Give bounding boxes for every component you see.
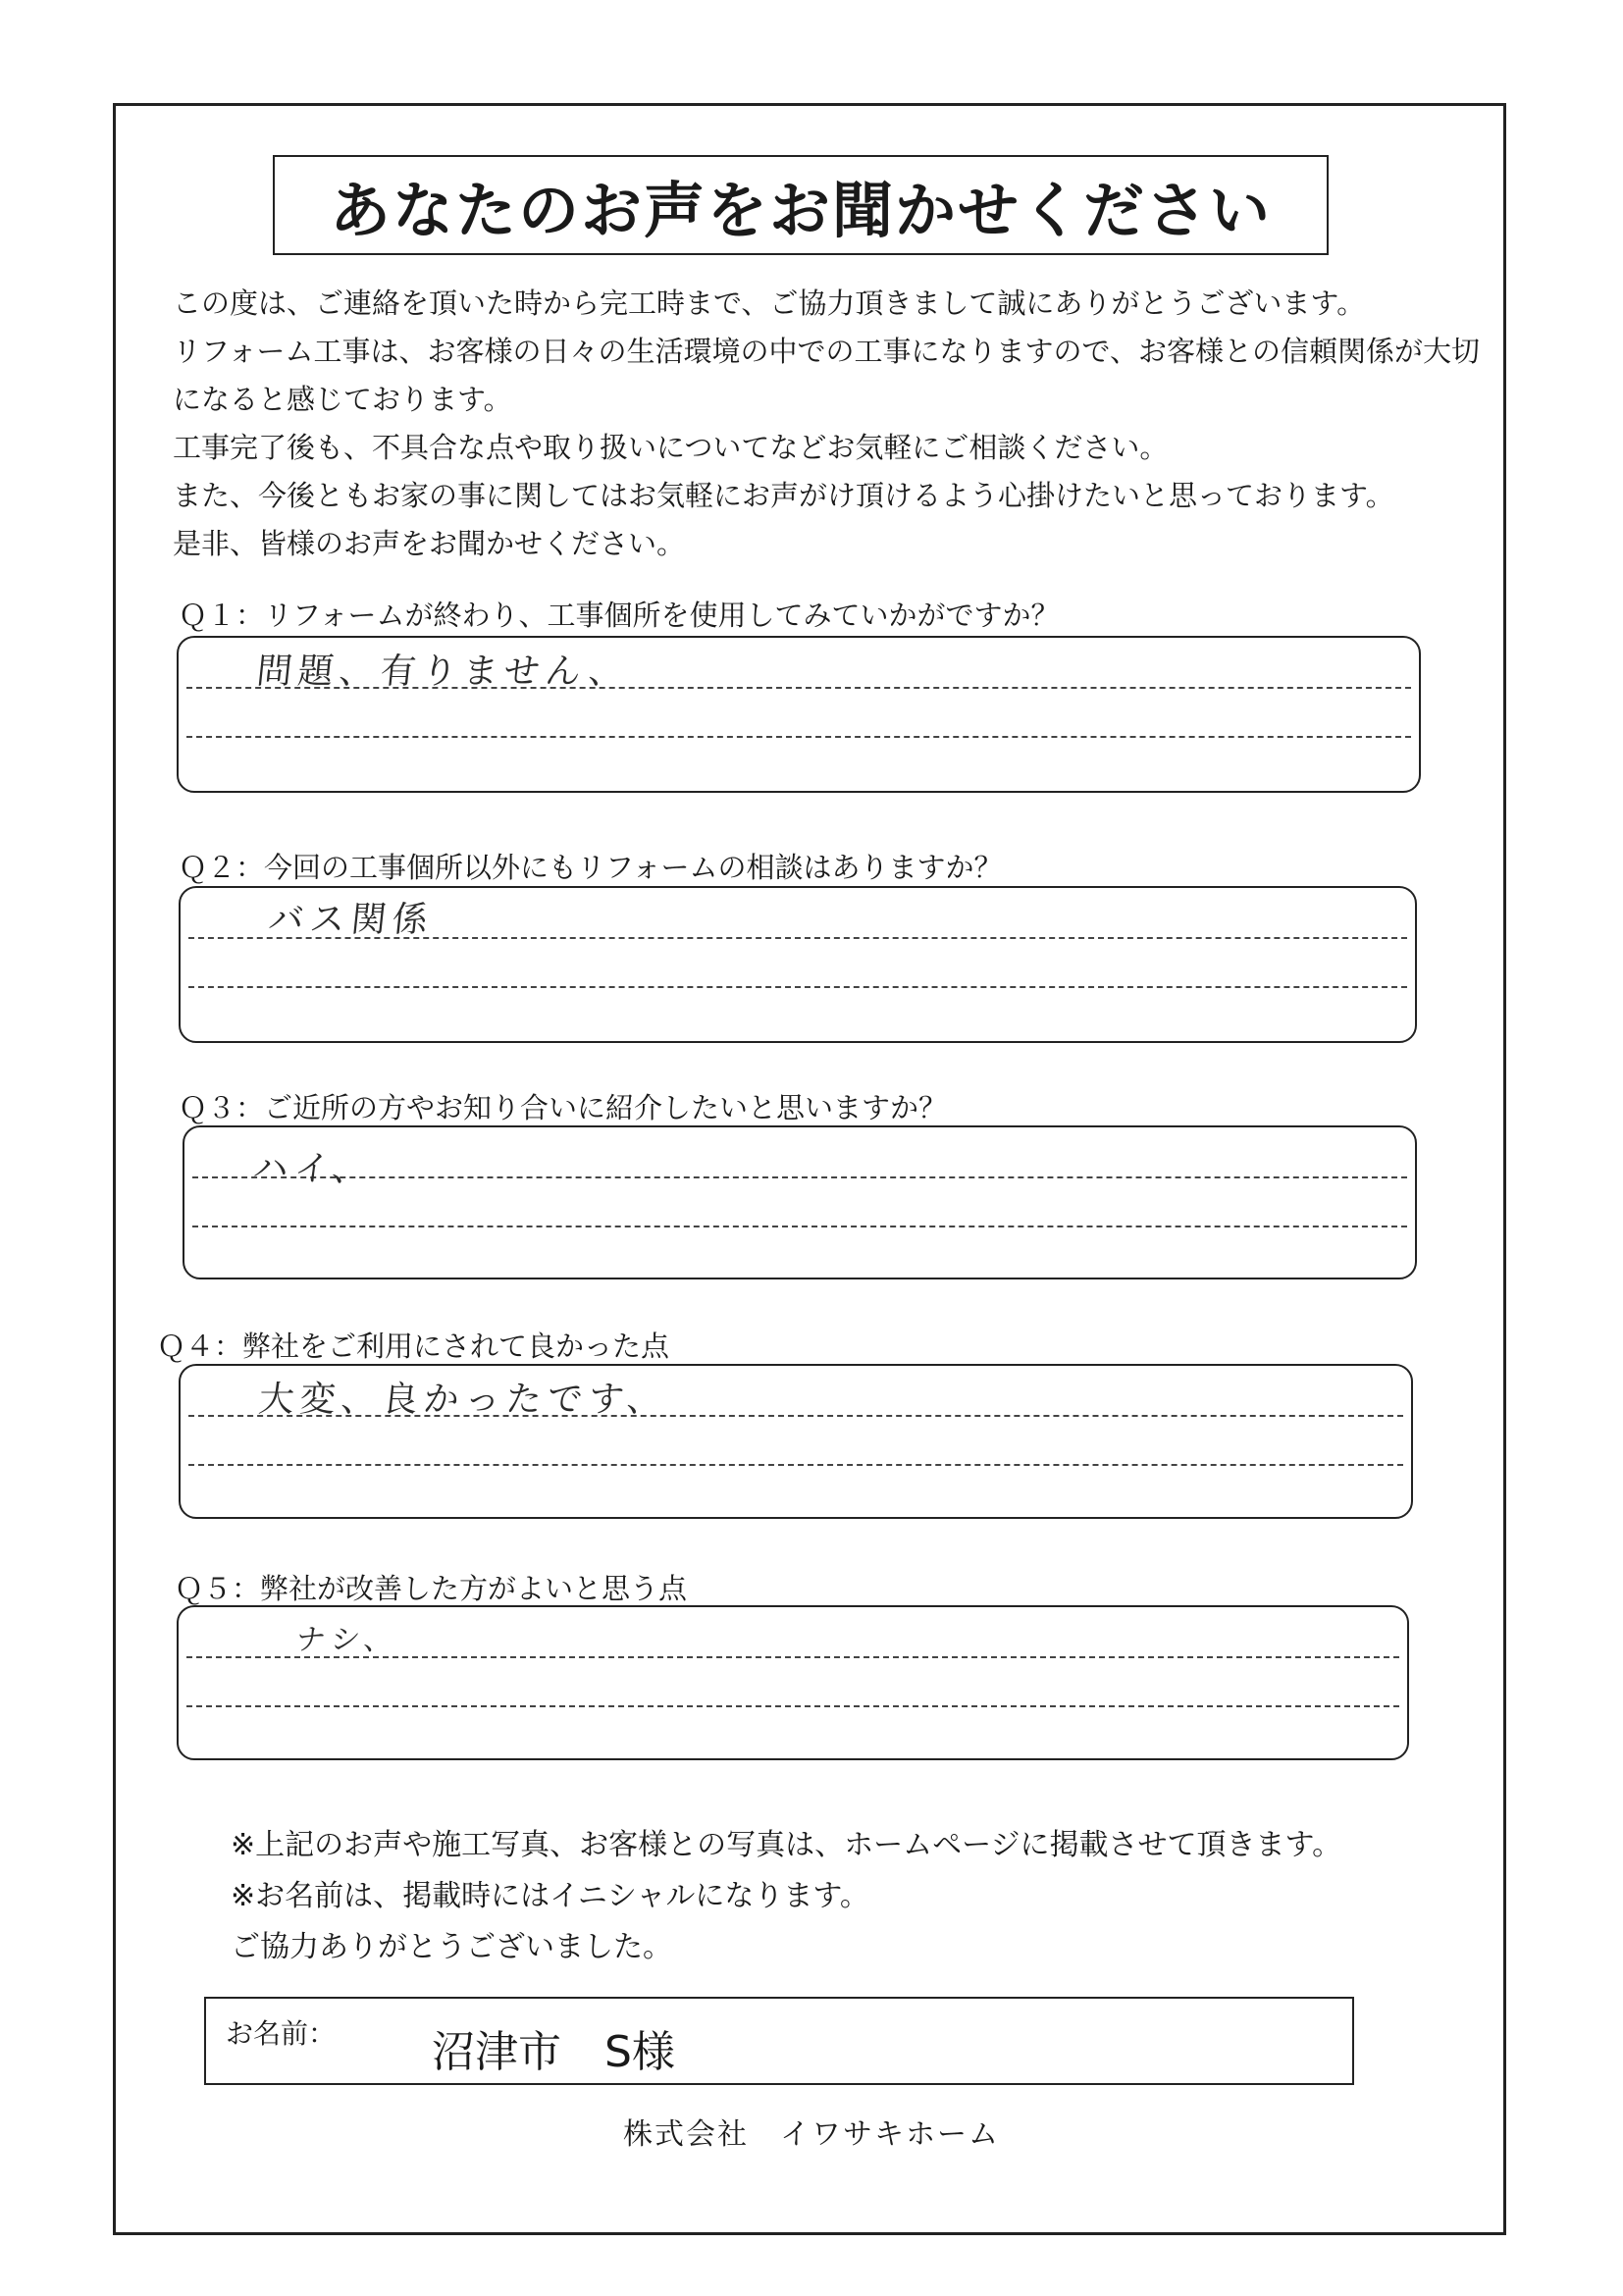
answer-line [192,1226,1407,1227]
answer-line [192,1176,1407,1178]
question-3-answer-box [183,1125,1417,1279]
answer-line [186,1705,1399,1707]
answer-line [188,1464,1403,1466]
question-2-answer-box [179,886,1417,1043]
closing-notes [231,1820,1341,1973]
answer-line [188,986,1407,988]
note-line: ※お名前は、掲載時にはイニシャルになります。 [231,1879,869,1913]
page-title: あなたのお声をお聞かせください [273,155,1329,255]
question-1-answer-box [177,636,1421,793]
intro-line: になると感じております。 [173,383,512,416]
name-label: お名前： [226,2017,337,2050]
company-name: 株式会社 イワサキホーム [623,2117,1000,2152]
intro-line: 工事完了後も、不具合な点や取り扱いについてなどお気軽にご相談ください。 [173,431,1169,464]
question-5-label: Ｑ５：弊社が改善した方がよいと思う点 [175,1572,688,1605]
note-line: ※上記のお声や施工写真、お客様との写真は、ホームページに掲載させて頂きます。 [231,1828,1342,1862]
note-line: ご協力ありがとうございました。 [231,1930,672,1964]
name-value: 沼津市 S様 [432,2027,675,2077]
intro-line: この度は、ご連絡を頂いた時から完工時まで、ご協力頂きまして誠にありがとうございます。 [173,287,1366,320]
question-4-answer-box [179,1364,1413,1519]
question-3-label: Ｑ３：ご近所の方やお知り合いに紹介したいと思いますか？ [179,1091,948,1124]
question-5-answer-box [177,1605,1409,1760]
question-1-answer: 問題、有りません、 [254,652,633,692]
question-1-label: Ｑ１：リフォームが終わり、工事個所を使用してみていかがですか？ [179,599,1060,632]
question-2-label: Ｑ２：今回の工事個所以外にもリフォームの相談はありますか？ [179,851,1003,884]
intro-line: 是非、皆様のお声をお聞かせください。 [173,527,686,560]
question-2-answer: バス関係 [266,900,436,940]
answer-line [186,736,1411,738]
question-4-answer: 大変、良かったです、 [256,1380,670,1420]
intro-text [173,280,1480,568]
question-5-answer: ナシ、 [293,1623,401,1657]
intro-line: リフォーム工事は、お客様の日々の生活環境の中での工事になりますので、お客様との信頼関係が大切 [173,335,1480,368]
intro-line: また、今後ともお家の事に関してはお気軽にお声がけ頂けるよう心掛けたいと思っております。 [173,479,1394,512]
name-field [204,1997,1354,2085]
question-3-answer: ハイ、 [250,1149,376,1189]
question-4-label: Ｑ４：弊社をご利用にされて良かった点 [157,1330,670,1363]
